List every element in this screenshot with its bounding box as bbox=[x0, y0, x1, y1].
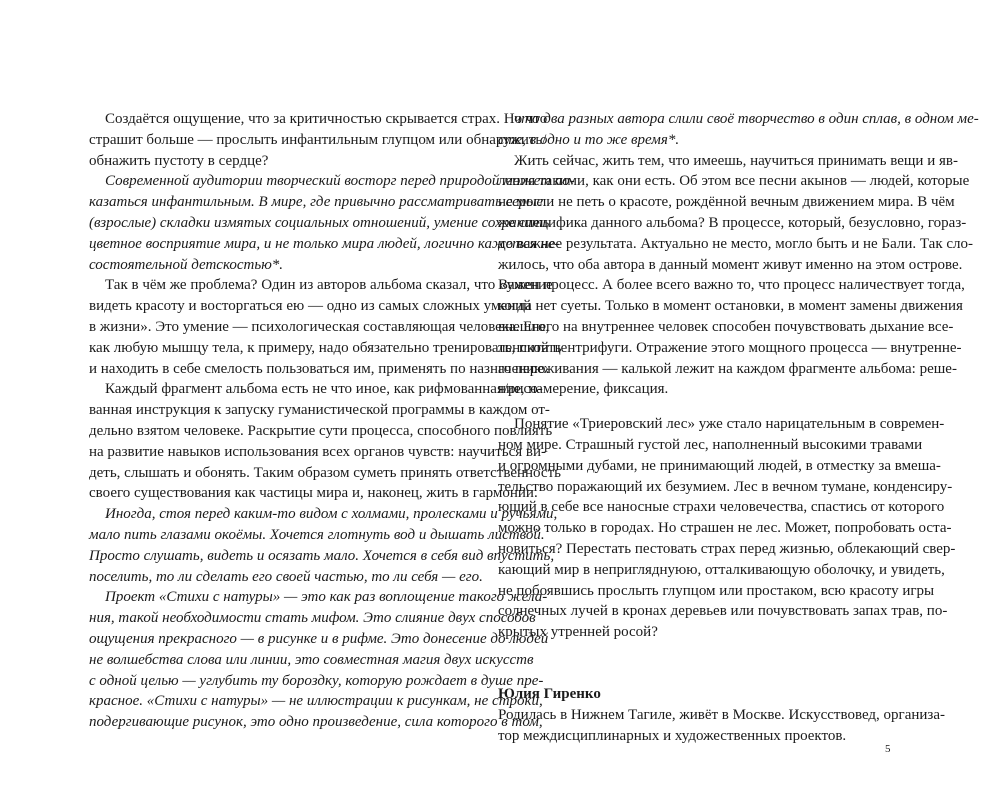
text-line: Понятие «Триеровский лес» уже стало нарицательным в современ- bbox=[514, 416, 945, 433]
paragraph-4 bbox=[89, 379, 561, 504]
text-line: поселить, то ли сделать его своей частью, то ли себя — его. bbox=[89, 568, 483, 585]
italic-paragraph-6 bbox=[89, 587, 549, 733]
text-line: внешнего на внутреннее человек способен почувствовать дыхание все- bbox=[498, 318, 954, 335]
page-number: 5 bbox=[885, 743, 891, 755]
text-line: крытых утренней росой? bbox=[498, 624, 658, 641]
text-line: обнажить пустоту в сердце? bbox=[89, 152, 269, 169]
right-column bbox=[498, 109, 979, 746]
text-line: Важен процесс. А более всего важно то, что процесс наличествует тогда, bbox=[498, 277, 965, 294]
text-line: как любую мышцу тела, к примеру, надо обязательно тренировать, питать bbox=[89, 339, 562, 356]
text-line: го переживания — калькой лежит на каждом фрагменте альбома: реше- bbox=[498, 360, 957, 377]
text-line: состоятельной детскостью*. bbox=[89, 256, 284, 273]
italic-paragraph-2 bbox=[89, 171, 575, 275]
paragraph-3 bbox=[89, 275, 562, 379]
paragraph-spacer bbox=[498, 400, 890, 414]
italic-paragraph-5 bbox=[89, 504, 558, 587]
text-line: ленской центрифуги. Отражение этого мощного процесса — внутренне- bbox=[498, 339, 962, 356]
paragraph-2 bbox=[498, 151, 974, 401]
text-line: ющий в себе все наносные страхи человечества, спастись от которого bbox=[498, 499, 945, 516]
text-line: ние, намерение, фиксация. bbox=[498, 381, 669, 398]
author-block bbox=[498, 684, 945, 746]
italic-paragraph-continued bbox=[498, 109, 979, 151]
text-line: можно только в городах. Но страшен не лес. Может, попробовать оста- bbox=[498, 520, 952, 537]
text-line: ном мире. Страшный густой лес, наполненный высокими травами bbox=[498, 436, 923, 453]
text-line: не могли не петь о красоте, рождённой вечным движением мира. В чём bbox=[498, 194, 955, 211]
text-line: тельство поражающий их безумием. Лес в вечном тумане, конденсиру- bbox=[498, 478, 953, 495]
bio-line: тор междисциплинарных и художественных проектов. bbox=[498, 727, 847, 744]
text-line: Иногда, стоя перед каким-то видом с холмами, пролесками и ручьями, bbox=[105, 506, 558, 523]
text-line: и находить в себе смелость пользоваться им, применять по назначению. bbox=[89, 360, 550, 377]
paragraph-3 bbox=[498, 414, 956, 643]
text-line: с одной целью — углубить ту бороздку, которую рождает в душе пре- bbox=[89, 672, 544, 689]
text-line: страшит больше — прослыть инфантильным глупцом или обнаружить/ bbox=[89, 131, 547, 148]
text-line: деть, слышать и обонять. Таким образом суметь принять ответственность bbox=[89, 464, 561, 481]
text-line: ния, такой необходимости стать мифом. Это слияние двух способов bbox=[89, 610, 536, 627]
text-line: Жить сейчас, жить тем, что имеешь, научиться принимать вещи и яв- bbox=[514, 152, 958, 169]
text-line: ления такими, как они есть. Об этом все песни акынов — людей, которые bbox=[498, 173, 970, 190]
text-line: своего существования как частицы мира и, наконец, жить в гармонии. bbox=[89, 485, 538, 502]
text-line: когда нет суеты. Только в момент остановки, в момент замены движения bbox=[498, 298, 963, 315]
text-line: красное. «Стихи с натуры» — не иллюстрации к рисункам, не строки, bbox=[89, 693, 543, 710]
text-line: казаться инфантильным. В мире, где привычно рассматривать серые bbox=[89, 194, 544, 211]
text-line: мало пить глазами окоёмы. Хочется глотнуть вод и дышать листвой. bbox=[89, 526, 545, 543]
text-line: подергивающие рисунок, это одно произведение, сила которого в том, bbox=[89, 714, 543, 731]
text-line: на развитие навыков использования всех органов чувств: научиться ви- bbox=[89, 443, 547, 460]
text-line: Создаётся ощущение, что за критичностью скрывается страх. Но что bbox=[105, 111, 548, 127]
section-spacer bbox=[498, 643, 890, 684]
text-line: в жизни». Это умение — психологическая составляющая человека. Его, bbox=[89, 318, 550, 335]
text-line: дельно взятом человеке. Раскрытие сути процесса, способного повлиять bbox=[89, 422, 553, 439]
text-line: Проект «Стихи с натуры» — это как раз воплощение такого жела- bbox=[105, 589, 548, 606]
text-line: ощущения прекрасного — в рисунке и в рифме. Это донесение до людей bbox=[89, 630, 549, 647]
text-line: Так в чём же проблема? Один из авторов альбома сказал, что «умение bbox=[105, 277, 553, 294]
text-line: (взрослые) складки измятых социальных отношений, умение сохранить bbox=[89, 214, 550, 231]
text-line: новиться? Перестать пестовать страх перед жизнью, облекающий свер- bbox=[498, 540, 956, 557]
text-line: кающий мир в непригляднуюю, отталкивающую оболочку, и увидеть, bbox=[498, 561, 945, 578]
text-line: сте, в одно и то же время*. bbox=[498, 131, 680, 148]
text-line: до важнее результата. Актуально не место, могло быть и не Бали. Так сло- bbox=[498, 235, 974, 252]
text-line: жилось, что оба автора в данный момент живут именно на этом острове. bbox=[498, 256, 963, 273]
text-line: же специфика данного альбома? В процессе, который, безусловно, горaз- bbox=[498, 214, 967, 231]
author-name: Юлия Гиренко bbox=[498, 685, 601, 702]
text-line: не побоявшись прослыть глупцом или простаком, всю красоту игры bbox=[498, 582, 935, 599]
text-line: ванная инструкция к запуску гуманистической программы в каждом от- bbox=[89, 402, 550, 419]
text-line: солнечных лучей в кронах деревьев или почувствовать запах трав, по- bbox=[498, 603, 948, 620]
text-line: Современной аудитории творческий восторг перед природой может по- bbox=[105, 173, 575, 190]
text-line: и огромными дубами, не принимающий людей, в отместку за вмеша- bbox=[498, 457, 941, 474]
text-line: Просто слушать, видеть и осязать мало. Хочется в себя вид впустить, bbox=[89, 547, 555, 564]
text-line: Каждый фрагмент альбома есть не что иное, как рифмованная/рисо- bbox=[105, 381, 543, 398]
text-line: видеть красоту и восторгаться ею — одно из самых сложных умений bbox=[89, 298, 532, 315]
text-line: что два разных автора слили своё творчество в один сплав, в одном ме- bbox=[514, 111, 979, 127]
text-line: не волшебства слова или линии, это совместная магия двух искусств bbox=[89, 651, 534, 668]
bio-line: Родилась в Нижнем Тагиле, живёт в Москве. Искусствовед, организа- bbox=[498, 706, 945, 723]
text-line: цветное восприятие мира, и не только мира людей, логично кажется не- bbox=[89, 235, 560, 252]
paragraph-1 bbox=[89, 109, 548, 171]
